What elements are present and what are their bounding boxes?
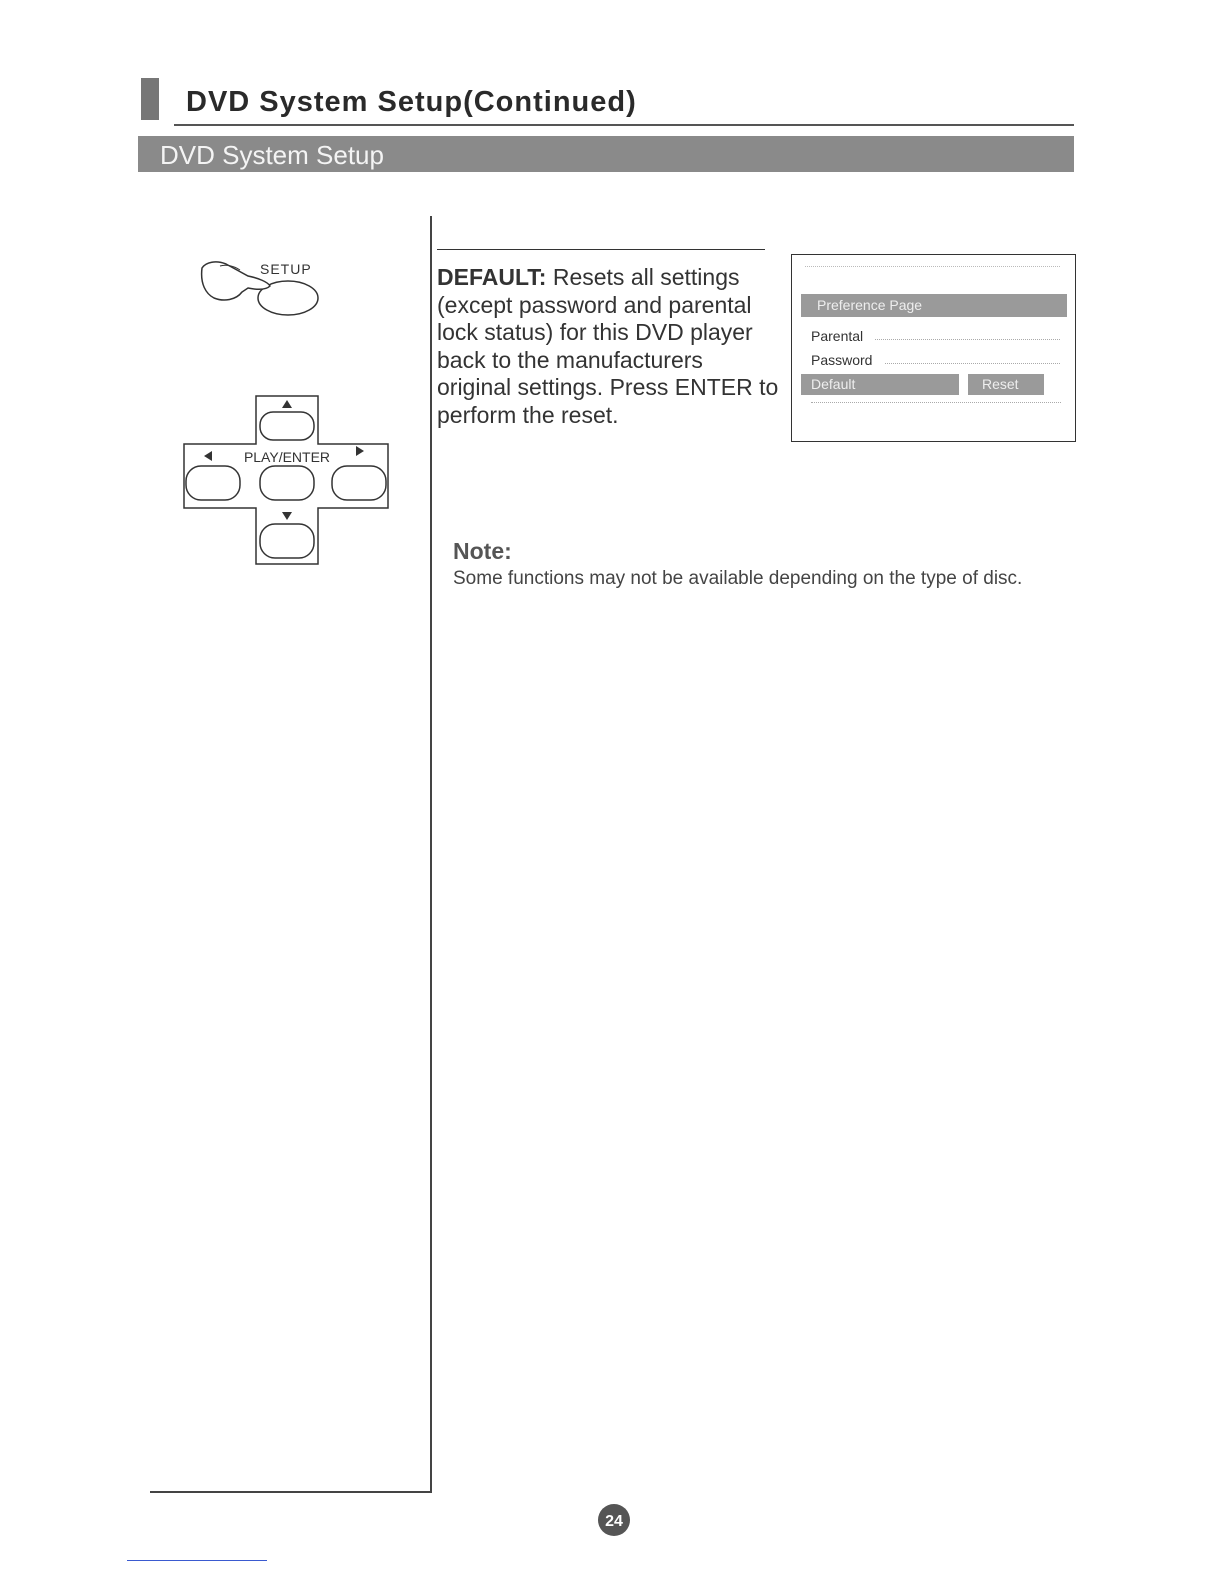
column-divider — [430, 216, 432, 1493]
osd-item-default-label: Default — [811, 376, 856, 392]
right-button[interactable] — [332, 466, 386, 500]
osd-screen — [791, 254, 1076, 442]
setup-button-illustration — [196, 254, 326, 318]
page-number-badge — [597, 1503, 631, 1537]
default-term: DEFAULT: — [437, 264, 547, 290]
play-enter-button[interactable] — [260, 466, 314, 500]
osd-leader — [875, 339, 1060, 341]
title-underline — [174, 124, 1074, 126]
play-enter-label: PLAY/ENTER — [243, 449, 331, 465]
section-rule — [437, 249, 765, 250]
osd-bottom-dots — [811, 402, 1061, 404]
osd-preference-page-bar — [801, 294, 1067, 317]
bottom-rule — [150, 1491, 432, 1493]
title-marker — [141, 78, 159, 120]
osd-reset-label: Reset — [982, 376, 1019, 392]
footer-link-underline — [127, 1560, 267, 1561]
osd-leader — [885, 363, 1060, 365]
osd-reset-option[interactable] — [968, 374, 1044, 395]
osd-item-parental: Parental — [811, 328, 864, 344]
osd-item-password: Password — [811, 352, 873, 368]
note-text: Some functions may not be available depending on the type of disc. — [453, 568, 1023, 589]
setup-label: SETUP — [260, 261, 312, 277]
up-button[interactable] — [260, 412, 314, 440]
osd-top-dots — [805, 266, 1060, 281]
osd-item-default[interactable] — [801, 374, 959, 395]
section-banner-label: DVD System Setup — [160, 140, 384, 170]
note-title: Note: — [453, 538, 512, 564]
direction-pad-illustration — [182, 394, 392, 566]
default-description-text: Resets all settings (except password and parental lock status) for this DVD player back to the manufacturers original settings. Press ENTER to perform the reset. — [437, 264, 779, 428]
default-description — [437, 264, 782, 429]
page-number: 24 — [605, 1513, 623, 1530]
left-button[interactable] — [186, 466, 240, 500]
down-button[interactable] — [260, 524, 314, 558]
osd-preference-page-label: Preference Page — [817, 297, 923, 313]
page-title: DVD System Setup(Continued) — [186, 86, 637, 118]
